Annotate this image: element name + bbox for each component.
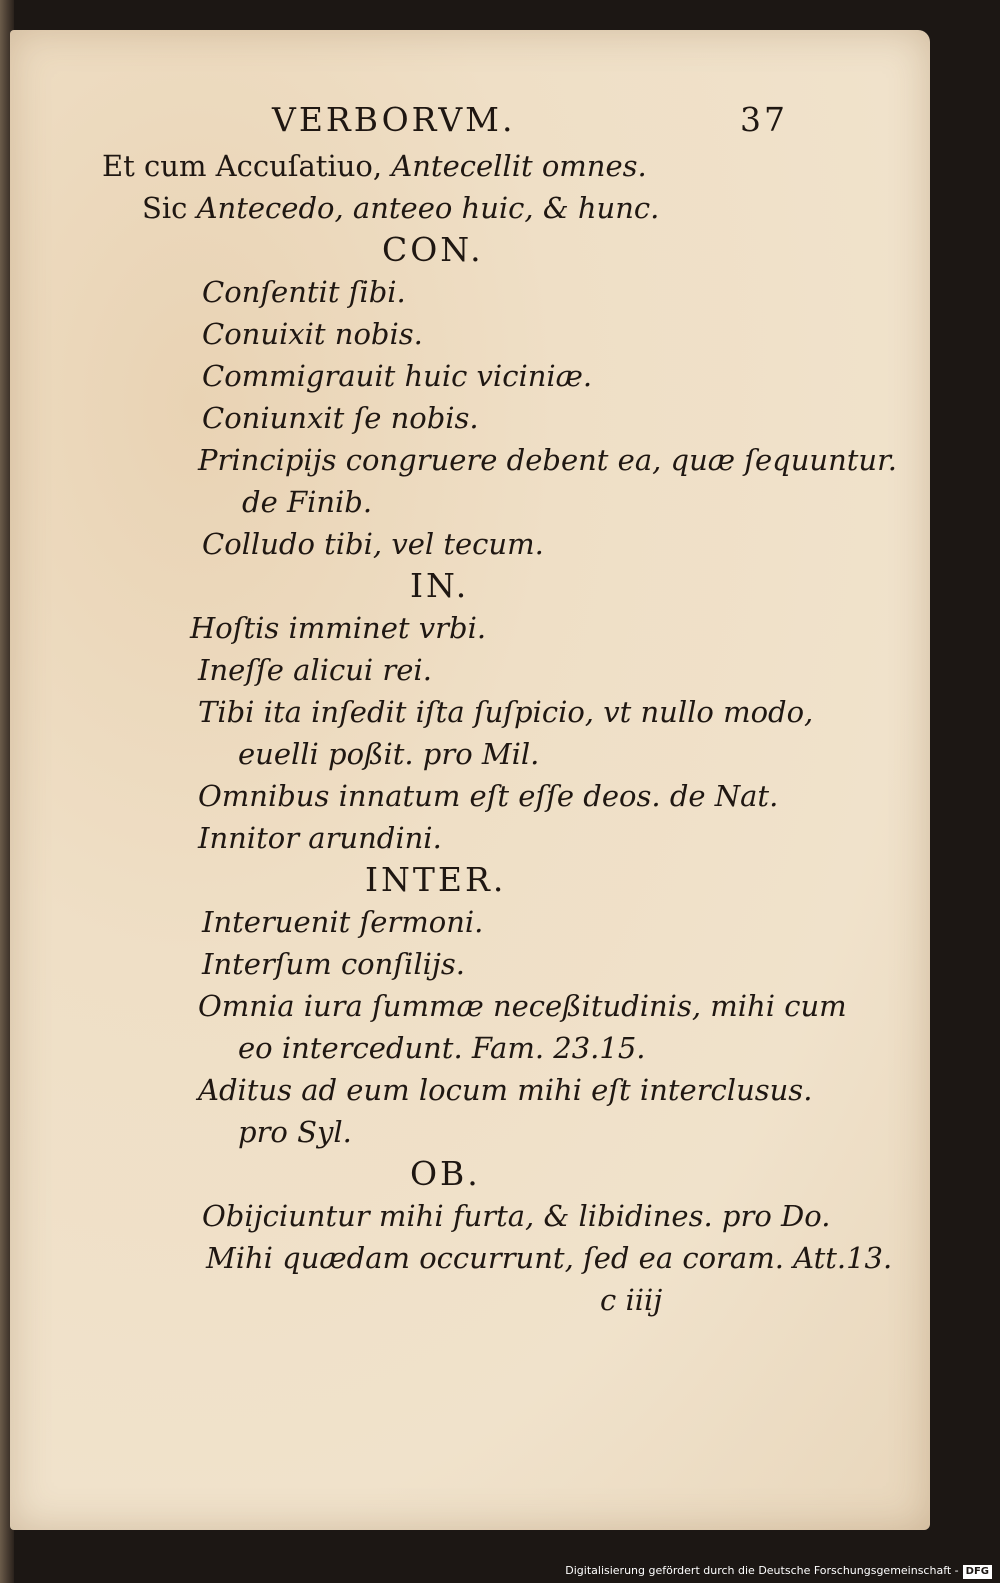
text-line: eo intercedunt. Fam. 23.15. xyxy=(238,1031,646,1065)
text-line: Aditus ad eum locum mihi eſt interclusus. xyxy=(198,1073,813,1107)
section-heading-ob: OB. xyxy=(410,1154,481,1193)
text-line: Omnia iura ſummæ neceßitudinis, mihi cum xyxy=(198,989,847,1023)
text-line: Obijciuntur mihi furta, & libidines. pro Do. xyxy=(202,1199,831,1233)
text-line: euelli poßit. pro Mil. xyxy=(238,737,540,771)
book-page xyxy=(10,30,930,1530)
text-line: Coniunxit ſe nobis. xyxy=(202,401,479,435)
section-heading-con: CON. xyxy=(382,230,484,269)
signature-mark: c iiij xyxy=(600,1283,663,1317)
section-heading-inter: INTER. xyxy=(365,860,507,899)
text-line: Ineſſe alicui rei. xyxy=(198,653,432,687)
text-line: de Finib. xyxy=(242,485,373,519)
text-line: Conſentit ſibi. xyxy=(202,275,406,309)
text-line: Colludo tibi, vel tecum. xyxy=(202,527,544,561)
text-line: Commigrauit huic viciniæ. xyxy=(202,359,593,393)
text-line: pro Syl. xyxy=(238,1115,352,1149)
text-roman: Sic xyxy=(142,191,197,225)
running-head: VERBORVM. xyxy=(272,100,516,139)
text-line: Omnibus innatum eſt eſſe deos. de Nat. xyxy=(198,779,779,813)
text-roman: Et cum Accuſatiuo, xyxy=(102,149,392,183)
text-line: Mihi quædam occurrunt, ſed ea coram. Att.13. xyxy=(206,1241,893,1275)
digitization-footer xyxy=(565,1564,992,1579)
text-line: Interſum conſilijs. xyxy=(202,947,465,981)
text-line: Conuixit nobis. xyxy=(202,317,423,351)
text-line: Tibi ita inſedit iſta ſuſpicio, vt nullo modo, xyxy=(198,695,814,729)
text-line: Hoſtis imminet vrbi. xyxy=(190,611,487,645)
dfg-logo: DFG xyxy=(963,1565,992,1579)
footer-text: Digitalisierung gefördert durch die Deutsche Forschungsgemeinschaft - xyxy=(565,1564,959,1577)
text-italic: Antecedo, anteeo huic, & hunc. xyxy=(196,191,660,225)
page-number: 37 xyxy=(740,100,788,139)
text-line xyxy=(102,148,647,184)
text-line: Innitor arundini. xyxy=(198,821,442,855)
text-line: Interuenit ſermoni. xyxy=(202,905,484,939)
text-italic: Antecellit omnes. xyxy=(391,149,647,183)
text-line: Principijs congruere debent ea, quæ ſequuntur. xyxy=(198,443,897,477)
section-heading-in: IN. xyxy=(410,566,470,605)
text-line xyxy=(142,190,659,226)
